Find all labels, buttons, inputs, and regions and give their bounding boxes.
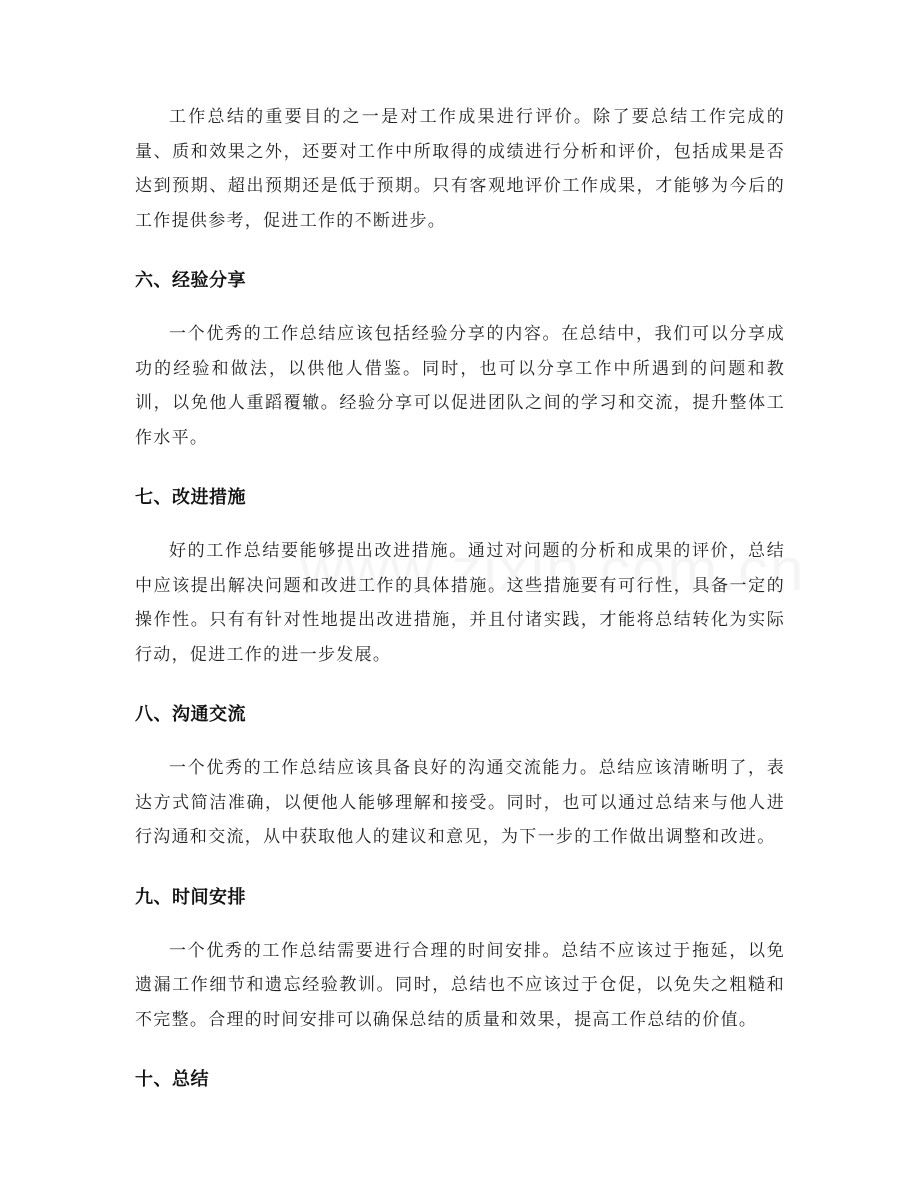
section-body-communication: 一个优秀的工作总结应该具备良好的沟通交流能力。总结应该清晰明了，表达方式简洁准确，以便他人能够理解和接受。同时，也可以通过总结来与他人进行沟通和交流，从中获取他人的建议和意见，为下一步的工作做出调整和改进。 [135,758,785,847]
intro-paragraph: 工作总结的重要目的之一是对工作成果进行评价。除了要总结工作完成的量、质和效果之外，还要对工作中所取得的成绩进行分析和评价，包括成果是否达到预期、超出预期还是低于预期。只有客观地评价工作成果，才能够为今后的工作提供参考，促进工作的不断进步。 [135,107,785,231]
section-heading-time-arrangement: 九、时间安排 [135,886,246,908]
section-heading-experience-sharing: 六、经验分享 [135,270,246,291]
section-body-time-arrangement: 一个优秀的工作总结需要进行合理的时间安排。总结不应该过于拖延，以免遗漏工作细节和遗忘经验教训。同时，总结也不应该过于仓促，以免失之粗糙和不完整。合理的时间安排可以确保总结的质量和效果，提高工作总结的价值。 [135,940,785,1030]
section-heading-communication: 八、沟通交流 [135,704,246,725]
section-heading-summary: 十、总结 [135,1069,209,1090]
section-body-experience-sharing: 一个优秀的工作总结应该包括经验分享的内容。在总结中，我们可以分享成功的经验和做法，以供他人借鉴。同时，也可以分享工作中所遇到的问题和教训，以免他人重蹈覆辙。经验分享可以促进团队之间的学习和交流，提升整体工作水平。 [135,324,785,448]
section-body-improvement-measures: 好的工作总结要能够提出改进措施。通过对问题的分析和成果的评价，总结中应该提出解决问题和改进工作的具体措施。这些措施要有可行性，具备一定的操作性。只有有针对性地提出改进措施，并且付诸实践，才能将总结转化为实际行动，促进工作的进一步发展。 [135,541,785,665]
section-heading-improvement-measures: 七、改进措施 [135,487,246,508]
document-page [135,100,785,1092]
